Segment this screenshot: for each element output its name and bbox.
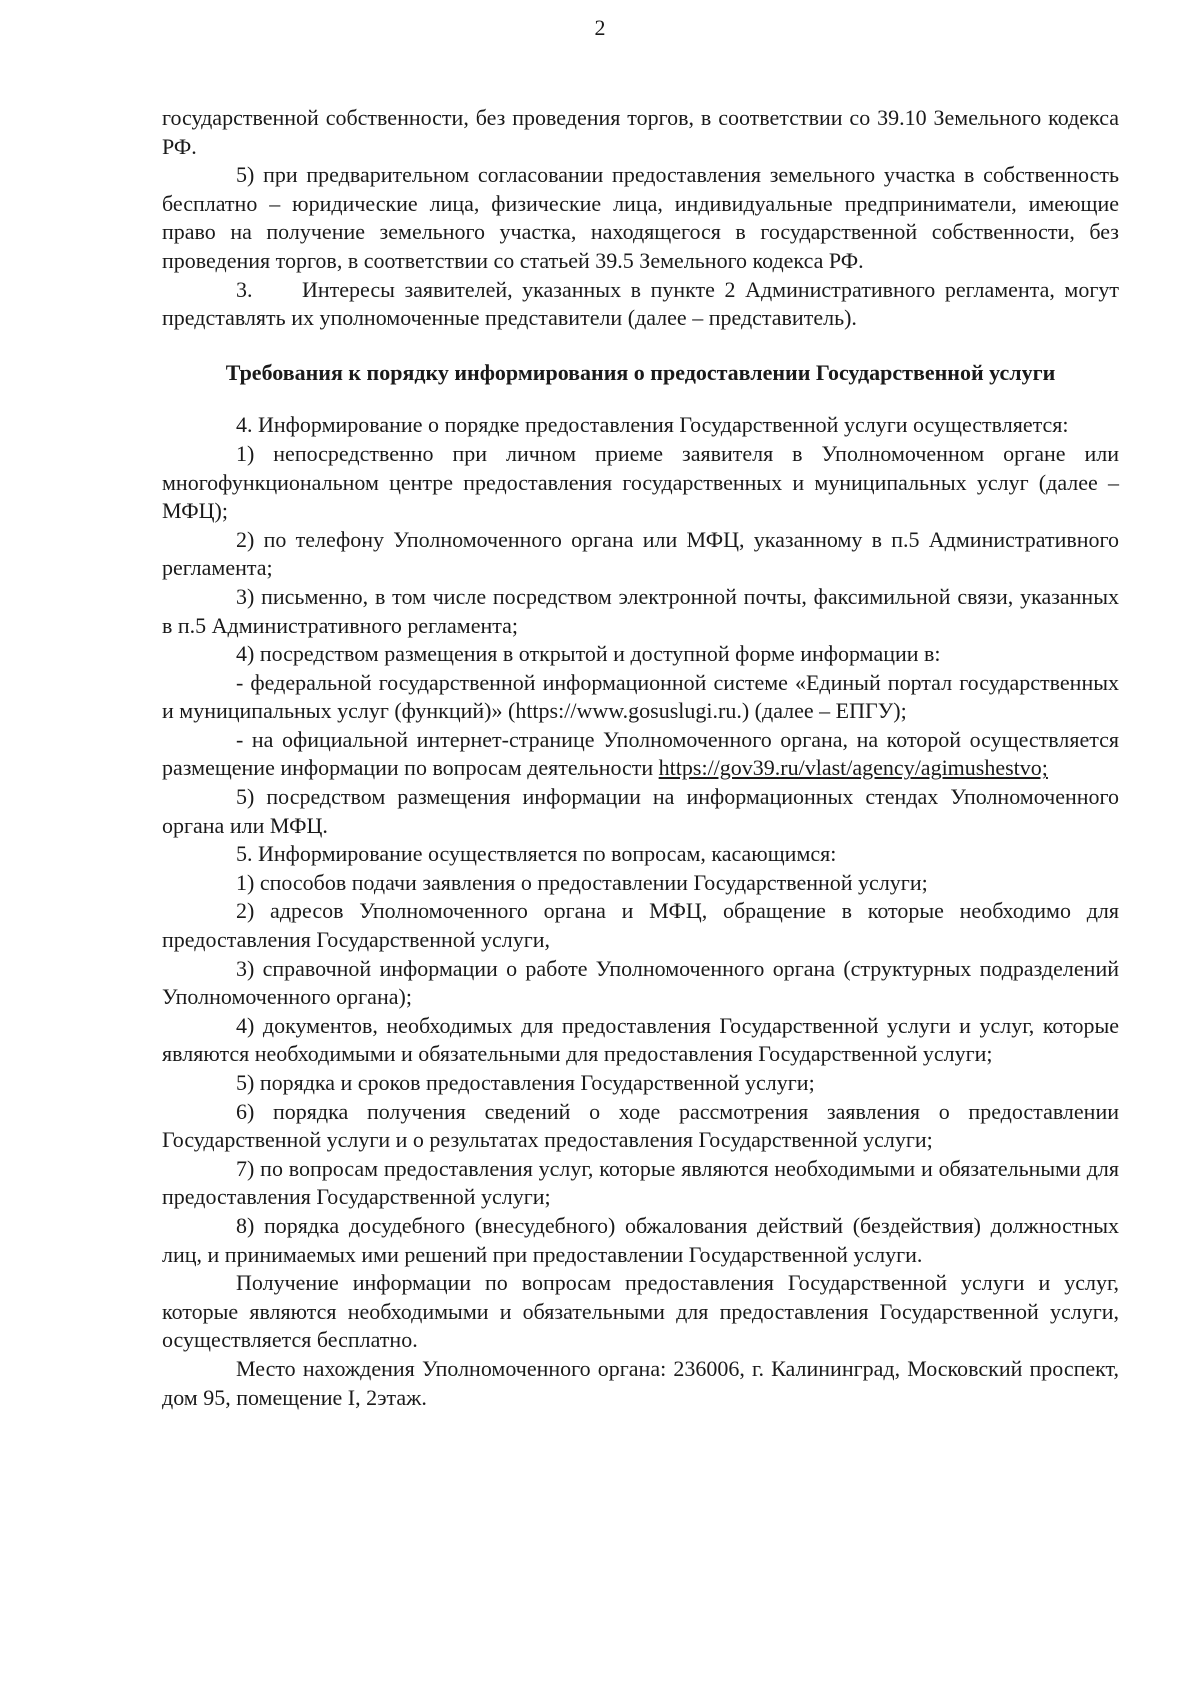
list-item (162, 726, 1119, 783)
official-site-text: - на официальной интернет-странице Уполномоченного органа, на которой осуществляется размещение информации по вопросам деятельности (162, 726, 1119, 781)
list-item: 5) при предварительном согласовании предоставления земельного участка в собственность бесплатно – юридические лица, физические лица, индивидуальные предприниматели, имеющие право на получение земельного участка, находящегося в государственной собственности, без проведения торгов, в соответствии со статьей 39.5 Земельного кодекса РФ. (162, 162, 1119, 273)
numbered-paragraph: 4. Информирование о порядке предоставления Государственной услуги осуществляется: (236, 412, 1069, 438)
section-heading: Требования к порядку информирования о предоставлении Государственной услуги (225, 359, 1056, 385)
numbered-paragraph (162, 276, 1119, 333)
paragraph-text: Интересы заявителей, указанных в пункте 2 Административного регламента, могут представлять их уполномоченные представители (далее – представитель). (162, 276, 1119, 331)
list-item: 1) непосредственно при личном приеме заявителя в Уполномоченном органе или многофункциональном центре предоставления государственных и муниципальных услуг (далее – МФЦ); (162, 440, 1119, 524)
list-item: 5) посредством размещения информации на информационных стендах Уполномоченного органа или МФЦ. (162, 784, 1119, 838)
document-body (162, 104, 1119, 1412)
continuation-paragraph: государственной собственности, без проведения торгов, в соответствии со 39.10 Земельного кодекса РФ. (162, 105, 1119, 159)
list-item: 3) справочной информации о работе Уполномоченного органа (структурных подразделений Уполномоченного органа); (162, 955, 1119, 1010)
list-item: 6) порядка получения сведений о ходе рассмотрения заявления о предоставлении Государственной услуги и о результатах предоставления Государственной услуги; (162, 1098, 1119, 1153)
address-paragraph: Место нахождения Уполномоченного органа: 236006, г. Калининград, Московский проспект, дом 95, помещение I, 2этаж. (162, 1355, 1119, 1410)
paragraph-number: 3. (236, 276, 253, 302)
list-item: 3) письменно, в том числе посредством электронной почты, факсимильной связи, указанных в п.5 Административного регламента; (162, 583, 1119, 638)
list-item: 2) по телефону Уполномоченного органа или МФЦ, указанному в п.5 Административного регламента; (162, 526, 1119, 581)
numbered-paragraph: 5. Информирование осуществляется по вопросам, касающимся: (236, 841, 837, 867)
list-item: 4) документов, необходимых для предоставления Государственной услуги и услуг, которые являются необходимыми и обязательными для предоставления Государственной услуги; (162, 1012, 1119, 1067)
page-number: 2 (594, 15, 606, 40)
body-paragraph: Получение информации по вопросам предоставления Государственной услуги и услуг, которые являются необходимыми и обязательными для предоставления Государственной услуги, осуществляется бесплатно. (162, 1270, 1119, 1353)
list-item: 7) по вопросам предоставления услуг, которые являются необходимыми и обязательными для предоставления Государственной услуги; (162, 1155, 1119, 1210)
official-site-link[interactable]: https://gov39.ru/vlast/agency/agimushestvo; (658, 755, 1048, 781)
list-item: - федеральной государственной информационной системе «Единый портал государственных и муниципальных услуг (функций)» (https://www.gosuslugi.ru.) (далее – ЕПГУ); (162, 669, 1119, 724)
list-item: 8) порядка досудебного (внесудебного) обжалования действий (бездействия) должностных лиц, и принимаемых ими решений при предоставлении Государственной услуги. (162, 1212, 1119, 1267)
list-item: 5) порядка и сроков предоставления Государственной услуги; (236, 1070, 815, 1095)
list-item: 2) адресов Уполномоченного органа и МФЦ, обращение в которые необходимо для предоставления Государственной услуги, (162, 898, 1119, 953)
list-item: 4) посредством размещения в открытой и доступной форме информации в: (236, 641, 941, 667)
list-item: 1) способов подачи заявления о предоставлении Государственной услуги; (236, 869, 928, 895)
